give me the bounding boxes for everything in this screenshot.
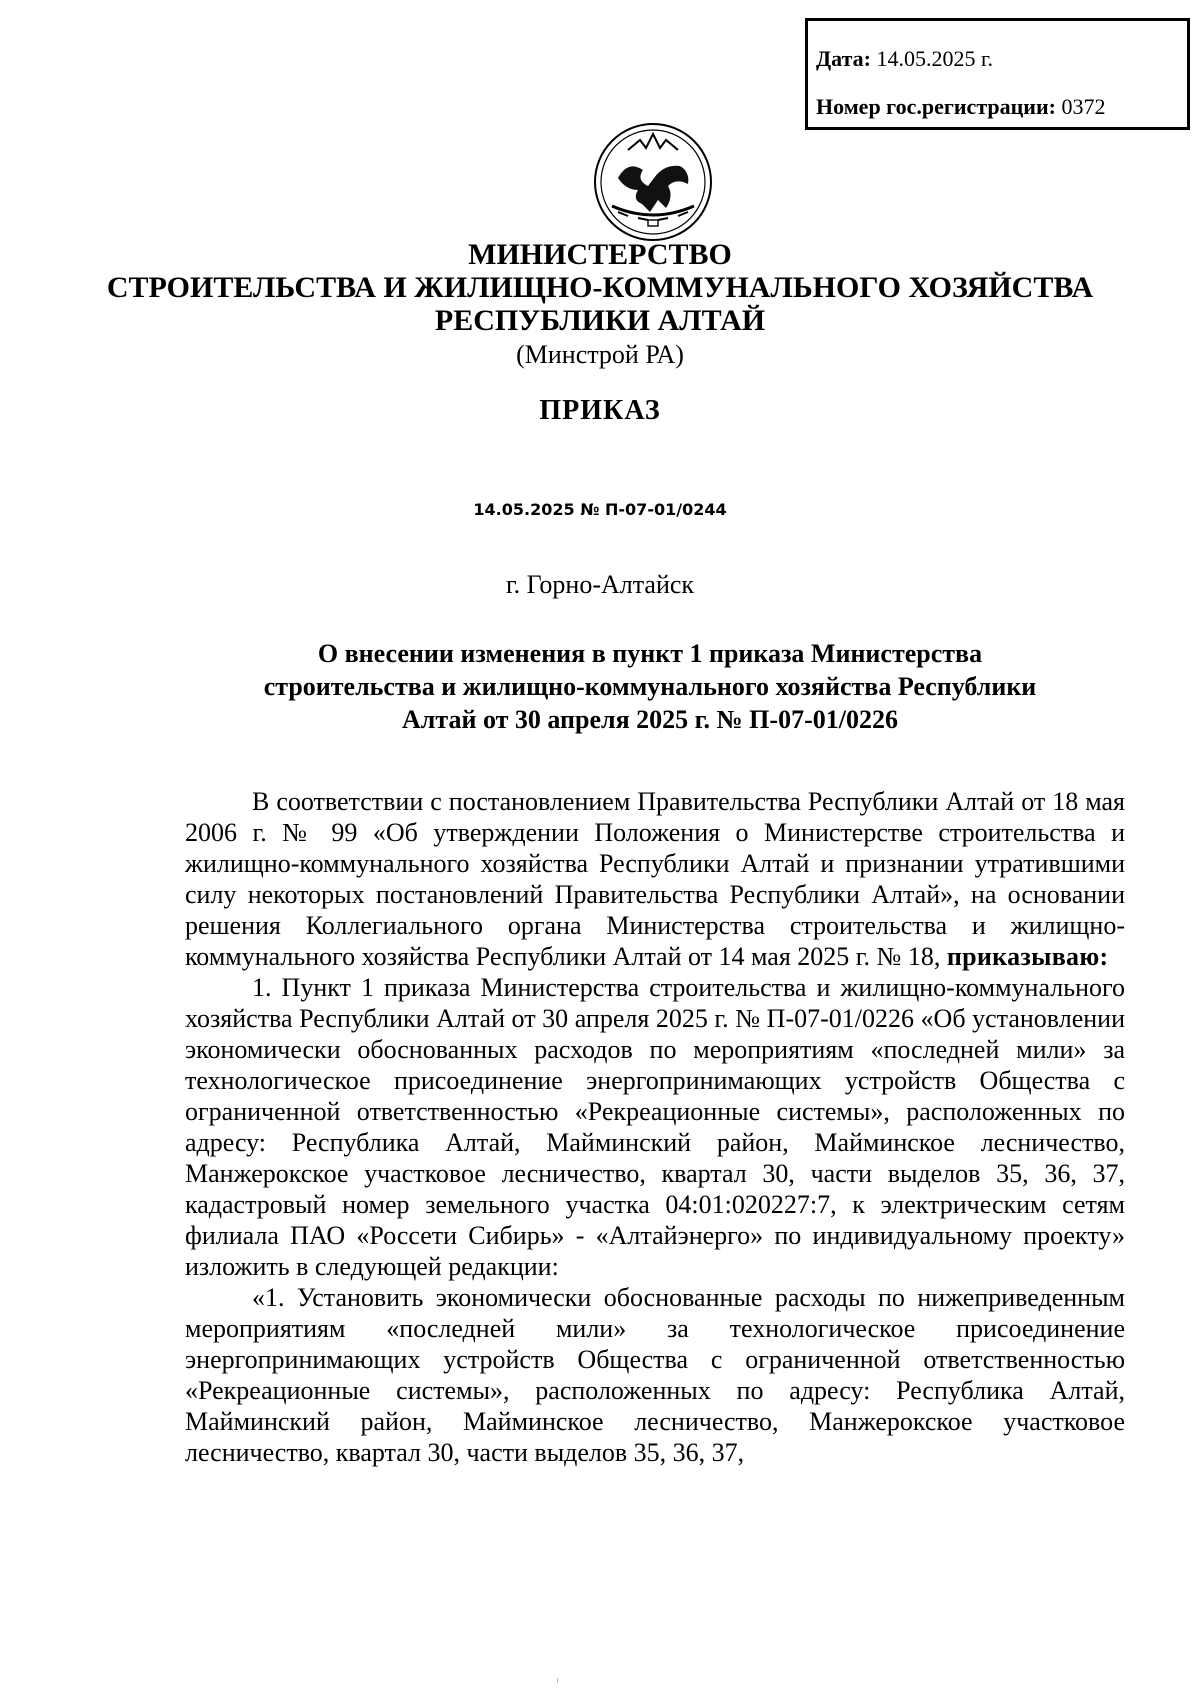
order-subject-line2: строительства и жилищно-коммунального хозяйства Республики — [263, 672, 1037, 701]
registration-date-label: Дата: — [816, 46, 871, 71]
ministry-name-line2: СТРОИТЕЛЬСТВА И ЖИЛИЩНО-КОММУНАЛЬНОГО ХОЗЯЙСТВА — [106, 271, 1094, 304]
quoted-item-paragraph: «1. Установить экономически обоснованные расходы по нижеприведенным мероприятиям «последней мили» за технологическое присоединение энергопринимающих устройств Общества с ограниченной ответственностью «Рекреационные системы», расположенных по адресу: Республика Алтай, Майминский район, Майминское лесничество, Манжерокское участковое лесничество, квартал 30, части выделов 35, 36, 37, — [185, 1283, 1125, 1467]
city-name: г. Горно-Алтайск — [505, 570, 695, 599]
order-body — [185, 786, 1125, 1468]
scan-mark — [557, 1678, 558, 1683]
order-date-number: 14.05.2025 № П-07-01/0244 — [473, 500, 727, 519]
registration-number — [816, 83, 1187, 131]
registration-date-value: 14.05.2025 г. — [876, 46, 994, 71]
order-subject-line1: О внесении изменения в пункт 1 приказа Министерства — [317, 639, 983, 668]
registration-date — [816, 35, 1187, 83]
ministry-name-line3: РЕСПУБЛИКИ АЛТАЙ — [434, 304, 766, 337]
ministry-short-name: (Минстрой РА) — [516, 340, 684, 369]
ministry-name-line1: МИНИСТЕРСТВО — [468, 238, 732, 271]
registration-number-label: Номер гос.регистрации: — [816, 94, 1056, 119]
document-type-title: ПРИКАЗ — [539, 395, 661, 426]
item-1-paragraph: 1. Пункт 1 приказа Министерства строительства и жилищно-коммунального хозяйства Республики Алтай от 30 апреля 2025 г. № П-07-01/0226 «Об установлении экономически обоснованных расходов по мероприятиям «последней мили» за технологическое присоединение энергопринимающих устройств Общества с ограниченной ответственностью «Рекреационные системы», расположенных по адресу: Республика Алтай, Майминский район, Майминское лесничество, Манжерокское участковое лесничество, квартал 30, части выделов 35, 36, 37, кадастровый номер земельного участка 04:01:020227:7, к электрическим сетям филиала ПАО «Россети Сибирь» - «Алтайэнерго» по индивидуальному проекту» изложить в следующей редакции: — [185, 973, 1125, 1281]
preamble-text: В соответствии с постановлением Правительства Республики Алтай от 18 мая 2006 г. № 99 «Об утверждении Положения о Министерстве строительства и жилищно-коммунального хозяйства Республики Алтай и признании утратившими силу некоторых постановлений Правительства Республики Алтай», на основании решения Коллегиального органа Министерства строительства и жилищно-коммунального хозяйства Республики Алтай от 14 мая 2025 г. № 18, — [185, 787, 1125, 971]
order-word: приказываю: — [946, 942, 1109, 971]
order-subject-line3: Алтай от 30 апреля 2025 г. № П-07-01/0226 — [402, 705, 898, 734]
order-subject — [210, 637, 1090, 736]
preamble-paragraph — [185, 786, 1125, 972]
coat-of-arms-icon — [588, 120, 718, 244]
registration-stamp-box — [805, 18, 1190, 130]
ministry-name — [0, 238, 1200, 337]
registration-number-value: 0372 — [1061, 94, 1106, 119]
